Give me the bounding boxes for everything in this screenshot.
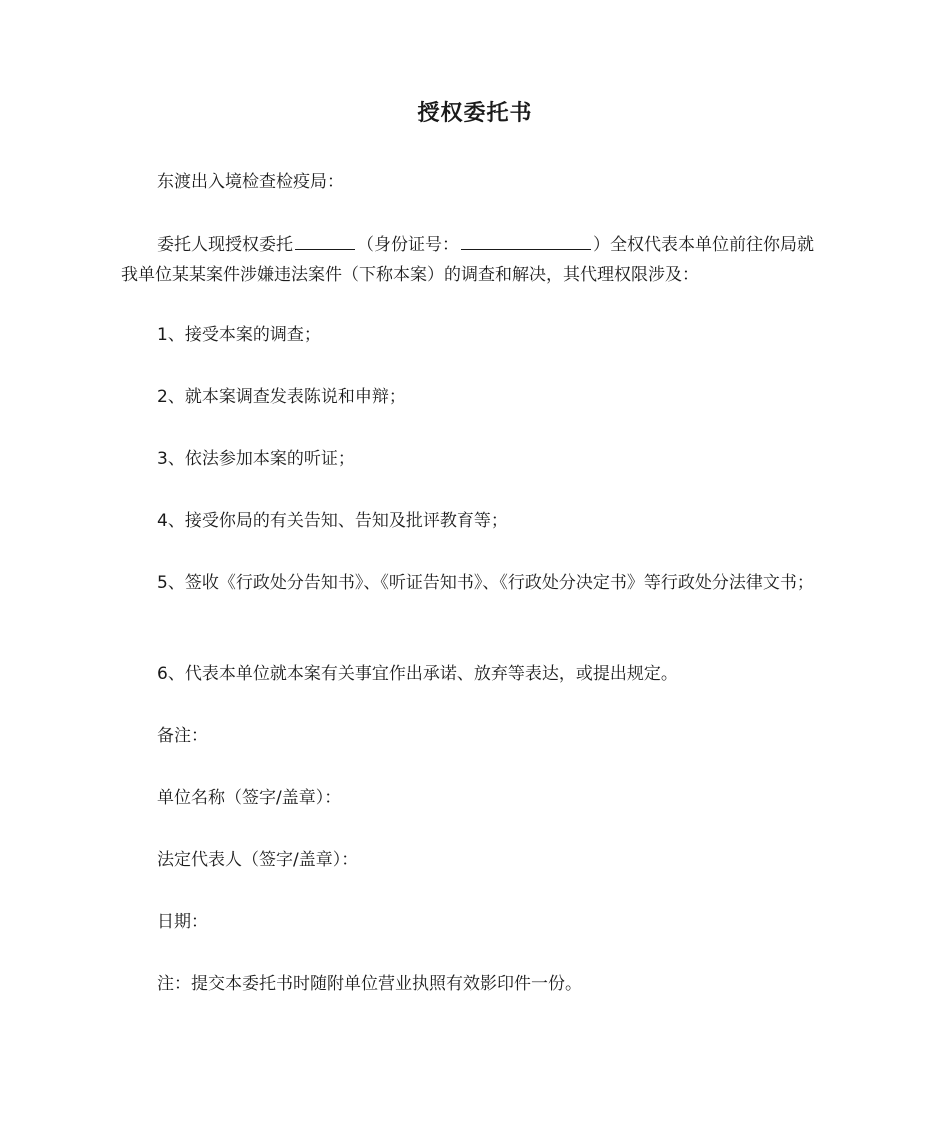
intro-paragraph [121, 229, 829, 290]
authority-item-6: 6、代表本单位就本案有关事宜作出承诺、放弃等表达，或提出规定。 [157, 664, 678, 684]
date-line: 日期： [157, 912, 208, 932]
id-number-blank [461, 229, 591, 250]
document-title: 授权委托书 [417, 101, 533, 126]
unit-name-line: 单位名称（签字/盖章）： [157, 788, 342, 808]
authority-item-5: 5、签收《行政处分告知书》、《听证告知书》、《行政处分决定书》等行政处分法律文书； [157, 573, 814, 593]
authority-item-3: 3、依法参加本案的听证； [157, 449, 355, 469]
intro-text-part2: （身份证号： [357, 235, 459, 255]
intro-text-part1: 委托人现授权委托 [157, 235, 293, 255]
intro-text-part3: ）全权代表本单位前往你局就我单位某某案件涉嫌违法案件（下称本案）的调查和解决，其代理权限涉及： [121, 235, 814, 285]
legal-rep-line: 法定代表人（签字/盖章）： [157, 850, 359, 870]
delegate-name-blank [295, 229, 355, 250]
authority-item-2: 2、就本案调查发表陈说和申辩； [157, 387, 406, 407]
authority-item-4: 4、接受你局的有关告知、告知及批评教育等； [157, 511, 508, 531]
footnote-line: 注：提交本委托书时随附单位营业执照有效影印件一份。 [157, 974, 582, 994]
remark-line: 备注： [157, 726, 208, 746]
authority-item-1: 1、接受本案的调查； [157, 325, 321, 345]
addressee-line: 东渡出入境检查检疫局： [157, 172, 344, 192]
